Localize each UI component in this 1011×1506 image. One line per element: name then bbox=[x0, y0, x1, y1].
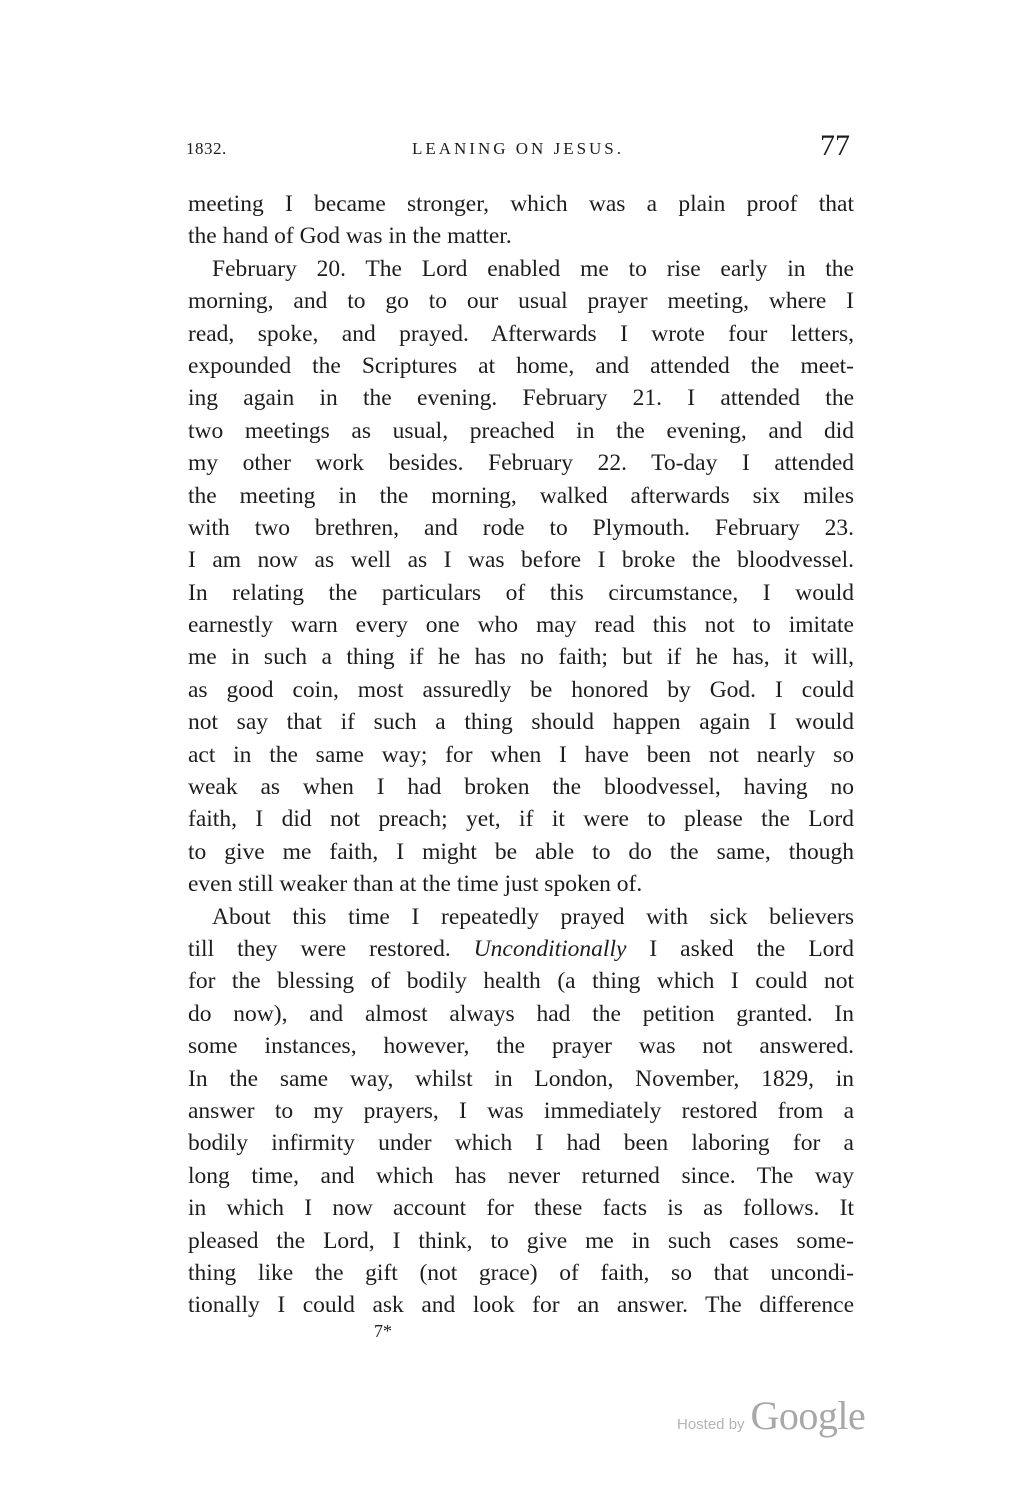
text-line: me in such a thing if he has no faith; but if he has, it will, bbox=[188, 644, 854, 671]
page-number: 77 bbox=[820, 129, 850, 162]
italic-word: Unconditionally bbox=[473, 935, 627, 962]
google-watermark bbox=[677, 1392, 865, 1442]
text-line: earnestly warn every one who may read this not to imitate bbox=[188, 612, 854, 639]
text-line: bodily infirmity under which I had been laboring for a bbox=[188, 1130, 854, 1157]
text-line: two meetings as usual, preached in the evening, and did bbox=[188, 417, 854, 444]
text-line: in which I now account for these facts is as follows. It bbox=[188, 1195, 854, 1222]
text-line: the hand of God was in the matter. bbox=[188, 223, 512, 250]
text-line: act in the same way; for when I have been not nearly so bbox=[188, 741, 854, 768]
text-line: ing again in the evening. February 21. I attended the bbox=[188, 385, 854, 412]
text-line: read, spoke, and prayed. Afterwards I wrote four letters, bbox=[188, 320, 854, 347]
text-line: with two brethren, and rode to Plymouth. February 23. bbox=[188, 514, 854, 541]
text-line: In the same way, whilst in London, November, 1829, in bbox=[188, 1065, 854, 1092]
text-line: to give me faith, I might be able to do the same, though bbox=[188, 838, 854, 865]
text-line: the meeting in the morning, walked afterwards six miles bbox=[188, 482, 854, 509]
hosted-by-text: Hosted by bbox=[677, 1416, 745, 1433]
text-line: weak as when I had broken the bloodvessel, having no bbox=[188, 774, 854, 801]
signature-mark: 7* bbox=[374, 1321, 392, 1341]
text-fragment: till they were restored. bbox=[188, 935, 451, 962]
text-line: as good coin, most assuredly be honored by God. I could bbox=[188, 676, 854, 703]
header-year: 1832. bbox=[186, 139, 227, 158]
text-line: for the blessing of bodily health (a thing which I could not bbox=[188, 968, 854, 995]
header-title: LEANING ON JESUS. bbox=[411, 139, 625, 158]
text-line: thing like the gift (not grace) of faith, so that uncondi- bbox=[188, 1259, 854, 1286]
text-line: I am now as well as I was before I broke the bloodvessel. bbox=[188, 547, 854, 574]
text-line: meeting I became stronger, which was a plain proof that bbox=[188, 191, 854, 217]
text-line: some instances, however, the prayer was not answered. bbox=[188, 1033, 854, 1060]
text-line: not say that if such a thing should happen again I would bbox=[188, 709, 854, 736]
body-text bbox=[188, 188, 854, 1322]
text-line: even still weaker than at the time just spoken of. bbox=[188, 871, 643, 898]
text-line: answer to my prayers, I was immediately restored from a bbox=[188, 1097, 854, 1124]
text-line: long time, and which has never returned since. The way bbox=[188, 1162, 854, 1189]
text-line: expounded the Scriptures at home, and attended the meet- bbox=[188, 352, 854, 379]
text-line: pleased the Lord, I think, to give me in such cases some- bbox=[188, 1227, 854, 1254]
text-line: tionally I could ask and look for an answer. The difference bbox=[188, 1292, 854, 1319]
text-line: faith, I did not preach; yet, if it were to please the Lord bbox=[188, 806, 854, 833]
google-logo: Google bbox=[750, 1393, 866, 1438]
text-line: do now), and almost always had the petition granted. In bbox=[188, 1000, 854, 1027]
running-header bbox=[186, 129, 850, 173]
text-line: my other work besides. February 22. To-day I attended bbox=[188, 450, 854, 477]
text-line-mixed bbox=[188, 933, 854, 965]
text-fragment: I asked the Lord bbox=[649, 935, 854, 962]
text-line: February 20. The Lord enabled me to rise early in the bbox=[212, 255, 854, 282]
text-line: morning, and to go to our usual prayer meeting, where I bbox=[188, 288, 854, 315]
text-line: In relating the particulars of this circumstance, I would bbox=[188, 579, 854, 606]
text-line: About this time I repeatedly prayed with sick believers bbox=[212, 903, 854, 930]
